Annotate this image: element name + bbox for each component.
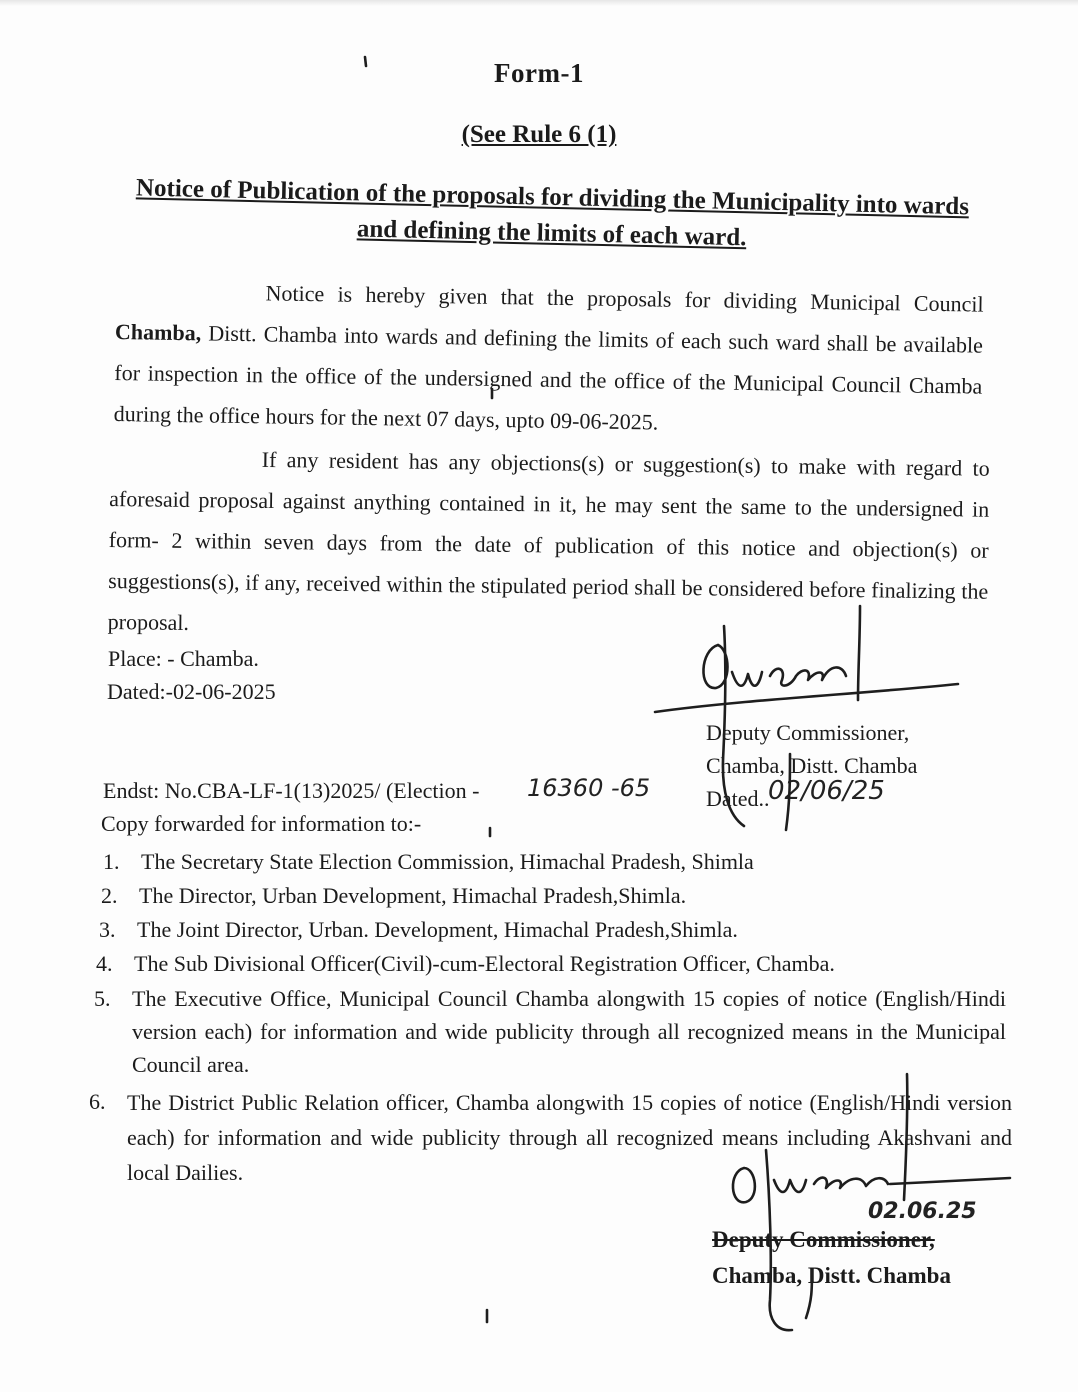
- place-line: Place: - Chamba.: [108, 646, 259, 671]
- rule-reference: (See Rule 6 (1): [461, 121, 617, 148]
- endorsement-line: Endst: No.CBA-LF-1(13)2025/ (Election -: [103, 778, 480, 803]
- signature-2-stem: [766, 1150, 792, 1330]
- signature-2-tail: [806, 1270, 812, 1318]
- paragraph-1-rest: Distt. Chamba into wards and defining the limits of each such ward shall be available for inspection in the office of the undersigned and the office of the Municipal Council Chamba during the office hours for the next 07 days, upto 09-06-2025.: [113, 320, 984, 435]
- list-item-number: 3.: [99, 917, 116, 942]
- pen-tick-1: [365, 57, 366, 66]
- paragraph-1-lead: Notice is hereby given that the proposals for dividing Municipal Council: [265, 280, 984, 317]
- signature-2-vertical: [904, 1074, 907, 1200]
- list-item-number: 2.: [101, 883, 118, 908]
- list-item-text: The Executive Office, Municipal Council Chamba alongwith 15 copies of notice (English/Hindi version each) for information and wide publicity through all recognized means in the Municipal Council area.: [132, 986, 1006, 1077]
- list-item-text: The District Public Relation officer, Chamba alongwith 15 copies of notice (English/Hindi version each) for information and wide publicity through all recognized means including Akashvani and local Dailies.: [127, 1090, 1012, 1185]
- list-item-number: 6.: [89, 1089, 106, 1114]
- list-item-number: 4.: [96, 951, 113, 976]
- paragraph-1-bold: Chamba,: [114, 318, 202, 346]
- signatory-1-dated-label: Dated..: [706, 786, 770, 811]
- endorsement-handwritten-number: 16360 -65: [527, 774, 651, 802]
- form-title: Form-1: [494, 58, 584, 88]
- list-item-number: 5.: [94, 986, 111, 1011]
- notice-title: Notice of Publication of the proposals for dividing the Municipality into wards and defining the limits of each ward.: [135, 174, 970, 252]
- list-item-text: The Director, Urban Development, Himachal Pradesh,Shimla.: [139, 883, 687, 908]
- signature-1-tail: [786, 754, 790, 830]
- signatory-1-designation: Deputy Commissioner,: [706, 720, 910, 745]
- signature-2-script: [774, 1178, 888, 1192]
- list-item-text: The Secretary State Election Commission, Himachal Pradesh, Shimla: [141, 849, 754, 874]
- copy-forwarded-line: Copy forwarded for information to:-: [101, 811, 422, 836]
- signature-1-underline: [655, 684, 958, 712]
- list-item-text: The Sub Divisional Officer(Civil)-cum-Electoral Registration Officer, Chamba.: [134, 951, 835, 976]
- list-item-text: The Joint Director, Urban. Development, Himachal Pradesh,Shimla.: [137, 917, 738, 942]
- dated-line: Dated:-02-06-2025: [107, 679, 276, 704]
- signature-2-loop: [733, 1168, 755, 1202]
- signatory-2-handwritten-date: 02.06.25: [868, 1199, 977, 1224]
- signature-2-underline: [890, 1178, 1010, 1184]
- signatory-1-handwritten-date: 02/06/25: [768, 776, 885, 806]
- signatory-2-designation-text: Deputy Commissioner,: [712, 1227, 935, 1252]
- signature-1-stem: [723, 626, 744, 826]
- signatory-1-location: Chamba, Distt. Chamba: [706, 753, 918, 778]
- signature-1-vertical: [858, 606, 860, 700]
- notice-paragraph-2: If any resident has any objections(s) or suggestion(s) to make with regard to aforesaid proposal against anything contained in it, he may sent the same to the undersigned in form- 2 within seven days from the date of publication of this notice and objection(s) or suggestions(s), if any, received within the stipulated period shall be considered before finalizing the proposal.: [107, 446, 990, 635]
- list-item-number: 1.: [103, 849, 120, 874]
- signatory-2-location: Chamba, Distt. Chamba: [712, 1263, 951, 1288]
- signature-1-script: [732, 667, 846, 685]
